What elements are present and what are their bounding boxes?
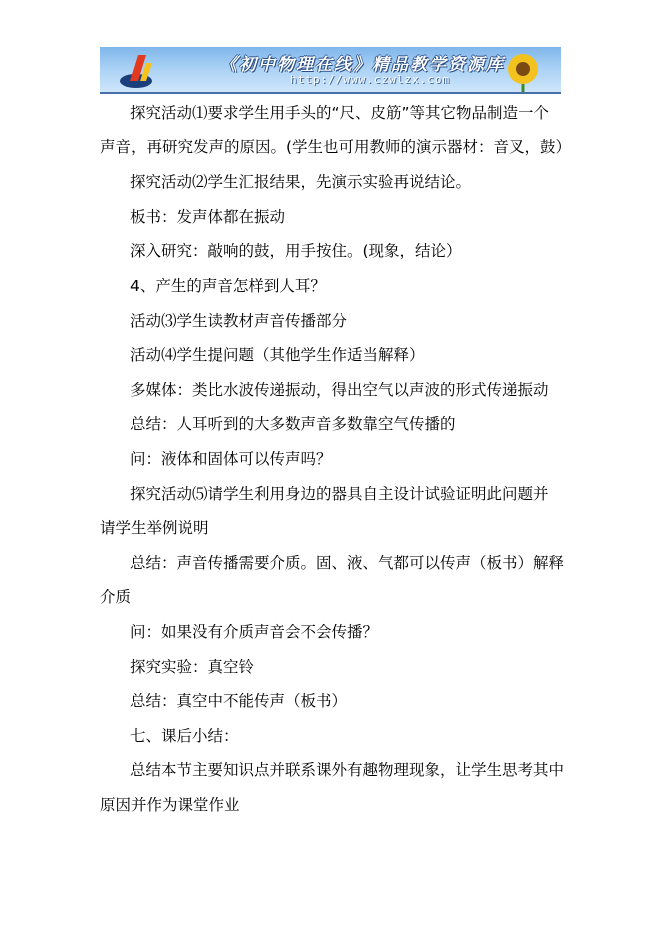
text-line: 4、产生的声音怎样到人耳？ (130, 277, 326, 295)
text-line: 多媒体：类比水波传递振动，得出空气以声波的形式传递振动 (130, 381, 549, 399)
text-line: 声音，再研究发声的原因。(学生也可用教师的演示器材：音叉，鼓） (100, 138, 572, 156)
text-line: 探究活动⑴要求学生用手头的“尺、皮筋”等其它物品制造一个 (130, 104, 550, 122)
header-url: http://www.czwlzx.com (290, 73, 451, 86)
header-banner (100, 47, 561, 94)
text-line: 请学生举例说明 (100, 519, 209, 537)
text-line: 活动⑷学生提问题（其他学生作适当解释） (130, 346, 425, 364)
section-heading: 七、课后小结： (130, 727, 239, 745)
text-line: 探究活动⑵学生汇报结果，先演示实验再说结论。 (130, 173, 472, 191)
text-line: 问：液体和固体可以传声吗？ (130, 450, 332, 468)
text-line: 板书：发声体都在振动 (130, 208, 286, 226)
text-line: 总结本节主要知识点并联系课外有趣物理现象，让学生思考其中 (130, 761, 565, 779)
text-line: 探究实验：真空铃 (130, 658, 255, 676)
logo-icon (116, 51, 166, 91)
text-line: 总结：真空中不能传声（板书） (130, 692, 348, 710)
header-title: 《初中物理在线》精品教学资源库 (220, 55, 505, 75)
text-line: 原因并作为课堂作业 (100, 796, 240, 814)
text-line: 活动⑶学生读教材声音传播部分 (130, 312, 348, 330)
text-line: 探究活动⑸请学生利用身边的器具自主设计试验证明此问题并 (130, 485, 549, 503)
text-line: 问：如果没有介质声音会不会传播？ (130, 623, 379, 641)
sunflower-icon (493, 49, 553, 93)
text-line: 总结：声音传播需要介质。固、液、气都可以传声（板书）解释 (130, 554, 565, 572)
text-line: 总结：人耳听到的大多数声音多数靠空气传播的 (130, 415, 456, 433)
text-line: 深入研究：敲响的鼓，用手按住。(现象，结论） (130, 242, 462, 260)
text-line: 介质 (100, 588, 132, 606)
